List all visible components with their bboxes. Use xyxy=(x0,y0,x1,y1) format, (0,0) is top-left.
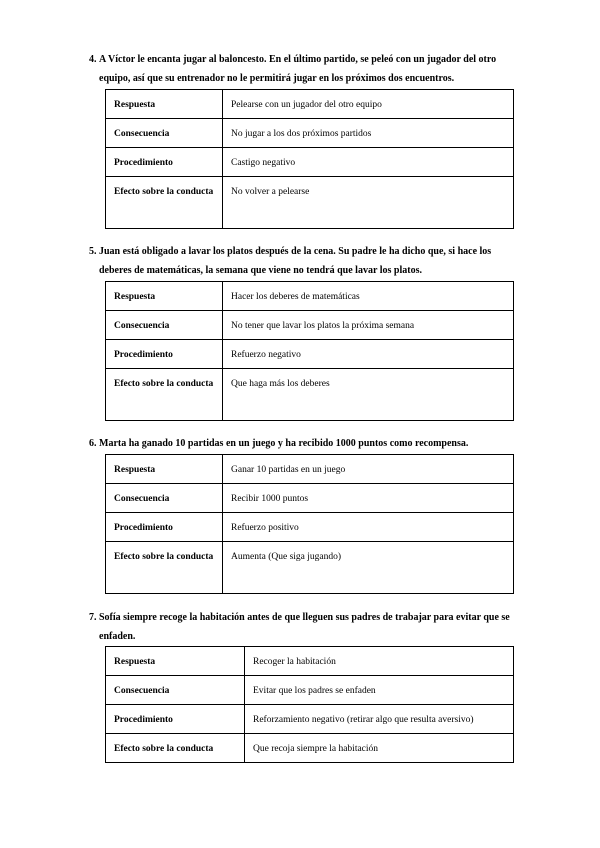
table-row xyxy=(106,148,514,177)
table-row xyxy=(106,647,514,676)
row-value: Castigo negativo xyxy=(223,148,514,177)
row-value: Que recoja siempre la habitación xyxy=(245,734,514,763)
row-label: Procedimiento xyxy=(106,705,245,734)
answer-table-5 xyxy=(105,281,514,421)
row-label: Consecuencia xyxy=(106,676,245,705)
row-value: Recibir 1000 puntos xyxy=(223,484,514,513)
answer-table-4 xyxy=(105,89,514,229)
row-label: Respuesta xyxy=(106,282,223,311)
question-5 xyxy=(89,242,517,280)
table-row xyxy=(106,676,514,705)
row-label: Respuesta xyxy=(106,90,223,119)
row-value: Reforzamiento negativo (retirar algo que resulta aversivo) xyxy=(245,705,514,734)
row-value: Refuerzo negativo xyxy=(223,340,514,369)
question-7 xyxy=(89,608,517,646)
table-row xyxy=(106,311,514,340)
question-4 xyxy=(89,50,517,88)
row-value: Evitar que los padres se enfaden xyxy=(245,676,514,705)
question-number: 5. xyxy=(89,246,97,257)
question-text: Sofía siempre recoge la habitación antes de que lleguen sus padres de trabajar para evitar que se enfaden. xyxy=(99,612,510,642)
row-value: Aumenta (Que siga jugando) xyxy=(223,542,514,594)
row-label: Efecto sobre la conducta xyxy=(106,734,245,763)
row-label: Consecuencia xyxy=(106,119,223,148)
table-row xyxy=(106,340,514,369)
table-row xyxy=(106,513,514,542)
row-value: No tener que lavar los platos la próxima semana xyxy=(223,311,514,340)
row-label: Efecto sobre la conducta xyxy=(106,177,223,229)
row-value: Recoger la habitación xyxy=(245,647,514,676)
table-row xyxy=(106,484,514,513)
row-value: Ganar 10 partidas en un juego xyxy=(223,455,514,484)
row-value: Hacer los deberes de matemáticas xyxy=(223,282,514,311)
question-6 xyxy=(89,434,517,453)
row-label: Procedimiento xyxy=(106,148,223,177)
table-row xyxy=(106,705,514,734)
row-label: Efecto sobre la conducta xyxy=(106,369,223,421)
table-row xyxy=(106,119,514,148)
row-label: Consecuencia xyxy=(106,311,223,340)
question-number: 6. xyxy=(89,438,97,449)
answer-table-6 xyxy=(105,454,514,594)
question-text: Marta ha ganado 10 partidas en un juego y ha recibido 1000 puntos como recompensa. xyxy=(99,438,469,449)
row-label: Respuesta xyxy=(106,455,223,484)
answer-table-7 xyxy=(105,646,514,763)
row-value: Que haga más los deberes xyxy=(223,369,514,421)
row-value: No jugar a los dos próximos partidos xyxy=(223,119,514,148)
question-number: 4. xyxy=(89,54,97,65)
question-number: 7. xyxy=(89,612,97,623)
table-row xyxy=(106,90,514,119)
table-row xyxy=(106,369,514,421)
question-text: A Víctor le encanta jugar al baloncesto. En el último partido, se peleó con un jugador del otro equipo, así que su entrenador no le permitirá jugar en los próximos dos encuentros. xyxy=(99,54,497,84)
row-value: No volver a pelearse xyxy=(223,177,514,229)
table-row xyxy=(106,542,514,594)
table-row xyxy=(106,282,514,311)
row-label: Efecto sobre la conducta xyxy=(106,542,223,594)
row-label: Procedimiento xyxy=(106,513,223,542)
question-text: Juan está obligado a lavar los platos después de la cena. Su padre le ha dicho que, si hace los deberes de matemáticas, la semana que viene no tendrá que lavar los platos. xyxy=(99,246,492,276)
row-label: Consecuencia xyxy=(106,484,223,513)
row-value: Pelearse con un jugador del otro equipo xyxy=(223,90,514,119)
row-value: Refuerzo positivo xyxy=(223,513,514,542)
table-row xyxy=(106,734,514,763)
row-label: Procedimiento xyxy=(106,340,223,369)
row-label: Respuesta xyxy=(106,647,245,676)
table-row xyxy=(106,455,514,484)
table-row xyxy=(106,177,514,229)
